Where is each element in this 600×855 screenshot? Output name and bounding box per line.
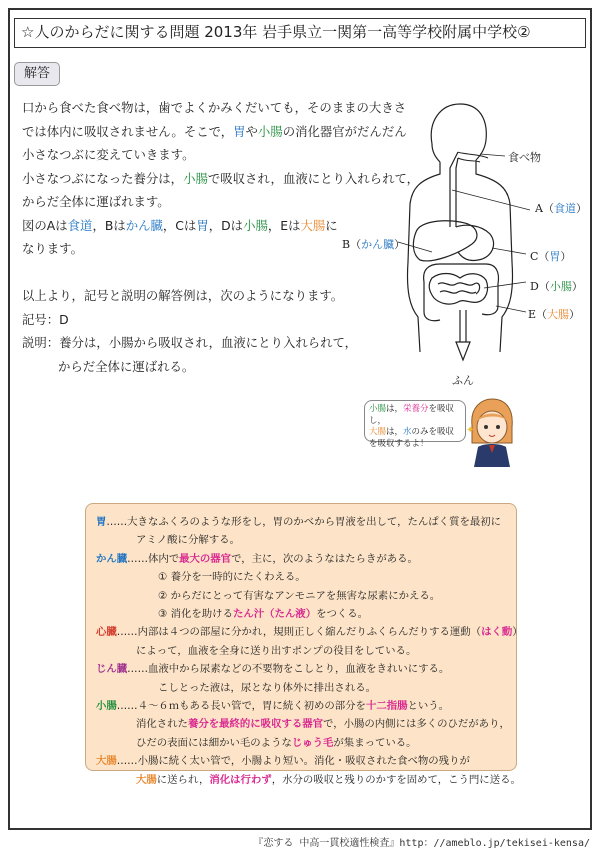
page-title: ☆人のからだに関する問題 2013年 岩手県立一関第一高等学校附属中学校② [14, 18, 586, 48]
info-line: アミノ酸に分解する。 [136, 534, 240, 547]
term-stomach: 胃 [233, 123, 246, 139]
explanation-line: 以上より，記号と説明の解答例は，次のようになります。 [22, 288, 344, 303]
info-small-intestine: 小腸……４～６ｍもある長い管で，胃に続く初めの部分を十二指腸という。 [96, 700, 450, 713]
term-small-intestine: 小腸 [183, 170, 208, 186]
answer-symbol: 記号：D [22, 311, 69, 327]
footer-credit: 『恋する 中高一貫校適性検査』http：//ameblo.jp/tekisei-kensa/ [253, 838, 590, 849]
term-stomach: 胃 [196, 217, 209, 233]
info-line: 消化された養分を最終的に吸収する器官で，小腸の内側には多くのひだがあり， [136, 718, 510, 731]
term-small-intestine: 小腸 [257, 123, 283, 139]
label-e: E（大腸） [528, 308, 581, 321]
info-stomach: 胃……大きなふくろのような形をし，胃のかべから胃液を出して，たんぱく質を最初に [96, 516, 502, 528]
bubble-line: 小腸は，栄養分を吸収し， [369, 404, 455, 426]
answer-explanation-cont: からだ全体に運ばれる。 [58, 358, 195, 374]
info-line: によって，血液を全身に送り出すポンプの役目をしている。 [136, 644, 417, 657]
label-b: B（かん臓） [342, 238, 406, 251]
explanation-line: 小さなつぶになった養分は，小腸で吸収され，血液にとり入れられて， [22, 170, 419, 186]
bubble-line: を吸収するよ！ [369, 438, 429, 449]
organ-info-box [85, 503, 523, 786]
term-large-intestine: 大腸 [300, 217, 326, 233]
info-line: ひだの表面には細かい毛のようなじゅう毛が集まっている。 [136, 736, 417, 749]
explanation-line: からだ全体に運ばれます。 [22, 194, 170, 209]
label-feces: ふん [452, 374, 474, 387]
digestive-system-figure [340, 92, 590, 392]
info-kidney: じん臓……血液中から尿素などの不要物をこしとり，血液をきれいにする。 [96, 663, 450, 676]
info-line: 大腸に送られ，消化は行わず，水分の吸収と残りのかすを固めて，こう門に送る。 [136, 773, 521, 786]
answer-tag: 解答 [14, 62, 60, 86]
info-line: ③ 消化を助けるたん汁（たん液）をつくる。 [158, 608, 369, 621]
explanation-line: なります。 [22, 241, 83, 256]
info-heart: 心臓……内部は４つの部屋に分かれ，規則正しく縮んだりふくらんだりする運動（はく動） [96, 626, 523, 639]
info-line: こしとった液は，尿となり体外に排出される。 [158, 681, 376, 694]
label-c: C（胃） [530, 250, 572, 263]
term-small-intestine: 小腸 [243, 217, 268, 233]
label-a: A（食道） [535, 202, 587, 215]
term-liver: かん臓 [125, 217, 163, 233]
label-food: 食べ物 [508, 151, 541, 164]
info-liver: かん臓……体内で最大の器官で，主に，次のようなはたらきがある。 [96, 552, 418, 565]
info-line: ② からだにとって有害なアンモニアを無害な尿素にかえる。 [158, 589, 441, 602]
explanation-line: 図のAは食道，Bはかん臓，Cは胃，Dは小腸，Eは大腸に [22, 217, 338, 233]
speech-bubble [364, 400, 466, 449]
info-line: ① 養分を一時的にたくわえる。 [158, 571, 306, 584]
girl-character-illustration [462, 395, 520, 467]
label-d: D（小腸） [530, 280, 583, 293]
svg-text:✦: ✦ [466, 425, 475, 436]
term-esophagus: 食道 [67, 217, 93, 233]
answer-explanation: 説明：養分は，小腸から吸収され，血液にとり入れられて， [22, 335, 358, 350]
explanation-line: では体内に吸収されません。そこで，胃や小腸の消化器官がだんだん [22, 123, 407, 139]
bubble-line: 大腸は，水のみを吸収 [369, 427, 455, 437]
explanation-line: 小さなつぶに変えていきます。 [22, 147, 195, 162]
explanation-line: 口から食べた食べ物は，歯でよくかみくだいても，そのままの大きさ [22, 100, 407, 115]
info-large-intestine: 大腸……小腸に続く太い管で，小腸より短い。消化・吸収された食べ物の残りが [96, 755, 470, 768]
